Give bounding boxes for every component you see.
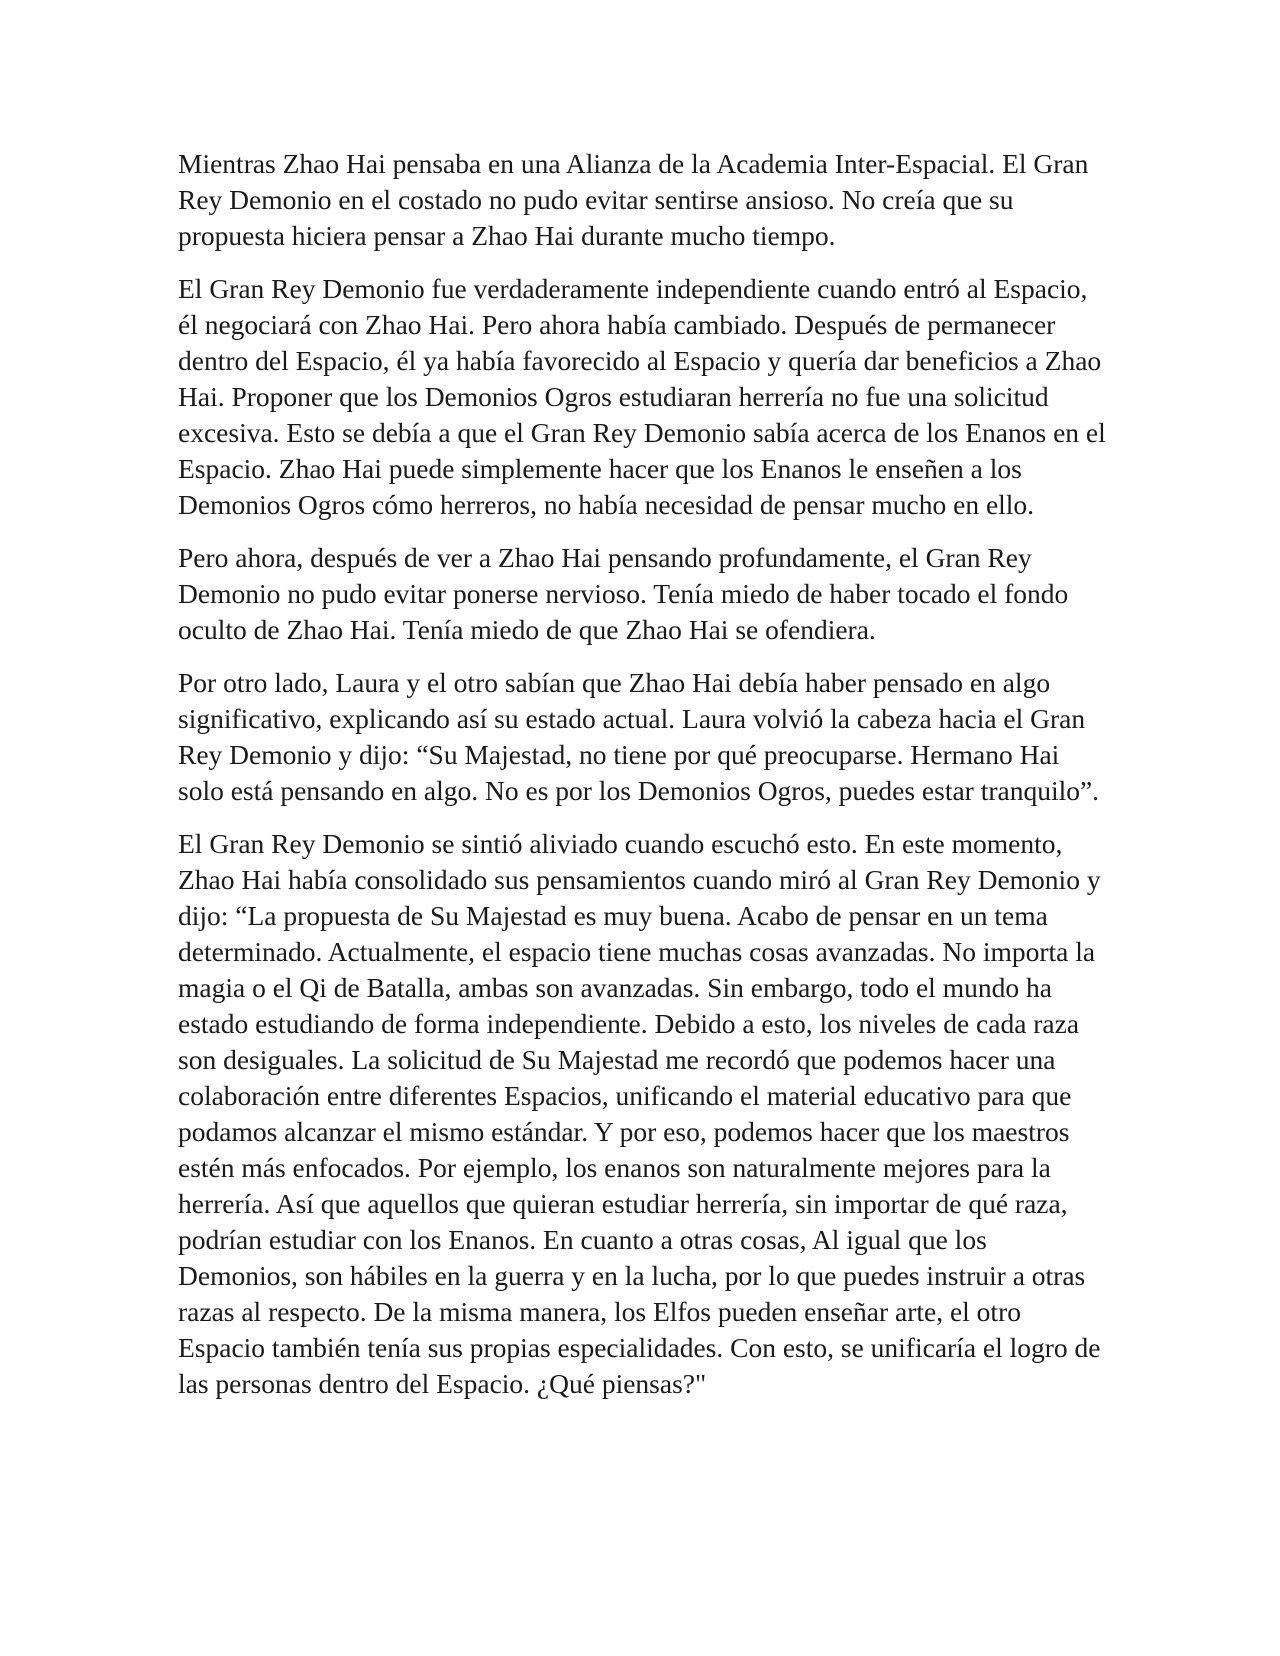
paragraph-4: Por otro lado, Laura y el otro sabían que Zhao Hai debía haber pensado en algo significativo, explicando así su estado actual. Laura volvió la cabeza hacia el Gran Rey Demonio y dijo: “Su Majestad, no tiene por qué preocuparse. Hermano Hai solo está pensando en algo. No es por los Demonios Ogros, puedes estar tranquilo”. — [178, 667, 1100, 806]
paragraph-2: El Gran Rey Demonio fue verdaderamente independiente cuando entró al Espacio, él negociará con Zhao Hai. Pero ahora había cambiado. Después de permanecer dentro del Espacio, él ya había favorecido al Espacio y quería dar beneficios a Zhao Hai. Proponer que los Demonios Ogros estudiaran herrería no fue una solicitud excesiva. Esto se debía a que el Gran Rey Demonio sabía acerca de los Enanos en el Espacio. Zhao Hai puede simplemente hacer que los Enanos le enseñen a los Demonios Ogros cómo herreros, no había necesidad de pensar mucho en ello. — [178, 273, 1106, 520]
paragraph-3: Pero ahora, después de ver a Zhao Hai pensando profundamente, el Gran Rey Demonio no pudo evitar ponerse nervioso. Tenía miedo de haber tocado el fondo oculto de Zhao Hai. Tenía miedo de que Zhao Hai se ofendiera. — [178, 542, 1069, 645]
document-body — [178, 146, 1108, 1419]
paragraph-5: El Gran Rey Demonio se sintió aliviado cuando escuchó esto. En este momento, Zhao Hai había consolidado sus pensamientos cuando miró al Gran Rey Demonio y dijo: “La propuesta de Su Majestad es muy buena. Acabo de pensar en un tema determinado. Actualmente, el espacio tiene muchas cosas avanzadas. No importa la magia o el Qi de Batalla, ambas son avanzadas. Sin embargo, todo el mundo ha estado estudiando de forma independiente. Debido a esto, los niveles de cada raza son desiguales. La solicitud de Su Majestad me recordó que podemos hacer una colaboración entre diferentes Espacios, unificando el material educativo para que podamos alcanzar el mismo estándar. Y por eso, podemos hacer que los maestros estén más enfocados. Por ejemplo, los enanos son naturalmente mejores para la herrería. Así que aquellos que quieran estudiar herrería, sin importar de qué raza, podrían estudiar con los Enanos. En cuanto a otras cosas, Al igual que los Demonios, son hábiles en la guerra y en la lucha, por lo que puedes instruir a otras razas al respecto. De la misma manera, los Elfos pueden enseñar arte, el otro Espacio también tenía sus propias especialidades. Con esto, se unificaría el logro de las personas dentro del Espacio. ¿Qué piensas?" — [178, 828, 1101, 1399]
paragraph-1: Mientras Zhao Hai pensaba en una Alianza de la Academia Inter-Espacial. El Gran Rey Demonio en el costado no pudo evitar sentirse ansioso. No creía que su propuesta hiciera pensar a Zhao Hai durante mucho tiempo. — [178, 148, 1089, 251]
